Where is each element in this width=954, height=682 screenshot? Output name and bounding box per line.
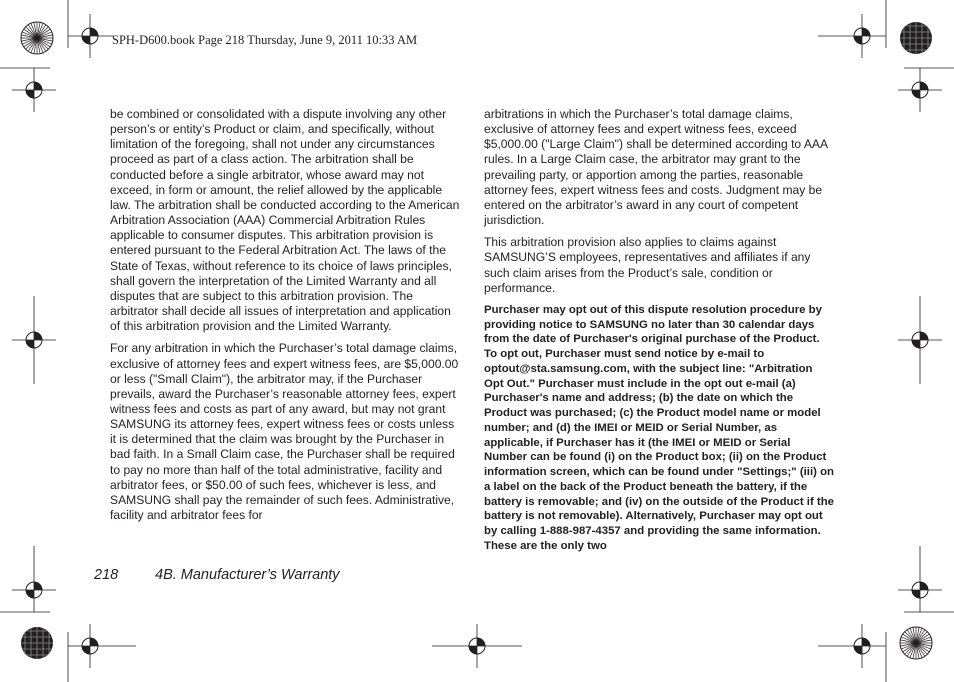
- opt-out-paragraph: Purchaser may opt out of this dispute resolution procedure by providing notice to SAMSUNG no later than 30 calendar days from the date of Purchaser's original purchase of the Product. To opt out, Purchaser must send notice by e-mail to optout@sta.samsung.com, with the subject line: "Arbitration Opt Out." Purchaser must include in the opt out e-mail (a) Purchaser's name and address; (b) the date on which the Product was purchased; (c) the Product model name or model number; and (d) the IMEI or MEID or Serial Number, as applicable, if Purchaser has it (the IMEI or MEID or Serial Number can be found (i) on the Product box; (ii) on the Product information screen, which can be found under "Settings;" (iii) on a label on the back of the Product beneath the battery, if the battery is removable; and (iv) on the outside of the Product if the battery is not removable). Alternatively, Purchaser may opt out by calling 1-888-987-4357 and providing the same information. These are the only two: [484, 303, 835, 552]
- right-paragraph-2: This arbitration provision also applies to claims against SAMSUNG’S employees, representatives and affiliates if any such claim arises from the Product’s sale, condition or performance.: [484, 235, 811, 295]
- left-column: [110, 107, 460, 530]
- book-header: SPH-D600.book Page 218 Thursday, June 9, 2011 10:33 AM: [112, 33, 418, 47]
- left-paragraph-1: be combined or consolidated with a dispute involving any other person’s or entity’s Product or claim, and specifically, without limitation of the foregoing, shall not under any circumstances proceed as part of a class action. The arbitration shall be conducted before a single arbitrator, whose award may not exceed, in form or amount, the relief allowed by the applicable law. The arbitration shall be conducted according to the American Arbitration Association (AAA) Commercial Arbitration Rules applicable to consumer disputes. This arbitration provision is entered pursuant to the Federal Arbitration Act. The laws of the State of Texas, without reference to its choice of laws principles, shall govern the interpretation of the Limited Warranty and all disputes that are subject to this arbitration provision. The arbitrator shall decide all issues of interpretation and application of this arbitration provision and the Limited Warranty.: [110, 107, 460, 334]
- section-title: 4B. Manufacturer’s Warranty: [155, 567, 340, 583]
- right-column: [484, 107, 834, 561]
- left-paragraph-2: For any arbitration in which the Purchaser’s total damage claims, exclusive of attorney fees and expert witness fees, are $5,000.00 or less ("Small Claim"), the arbitrator may, if the Purchaser prevails, award the Purchaser’s reasonable attorney fees, expert witness fees and costs as part of any award, but may not grant SAMSUNG its attorney fees, expert witness fees or costs unless it is determined that the claim was brought by the Purchaser in bad faith. In a Small Claim case, the Purchaser shall be required to pay no more than half of the total administrative, facility and arbitrator fees, or $50.00 of such fees, whichever is less, and SAMSUNG shall pay the remainder of such fees. Administrative, facility and arbitrator fees for: [110, 341, 459, 523]
- right-paragraph-1: arbitrations in which the Purchaser’s total damage claims, exclusive of attorney fees and expert witness fees, exceed $5,000.00 ("Large Claim") shall be determined according to AAA rules. In a Large Claim case, the arbitrator may grant to the prevailing party, or apportion among the parties, reasonable attorney fees, expert witness fees and costs. Judgment may be entered on the arbitrator’s award in any court of competent jurisdiction.: [484, 107, 828, 228]
- page-number: 218: [94, 567, 119, 583]
